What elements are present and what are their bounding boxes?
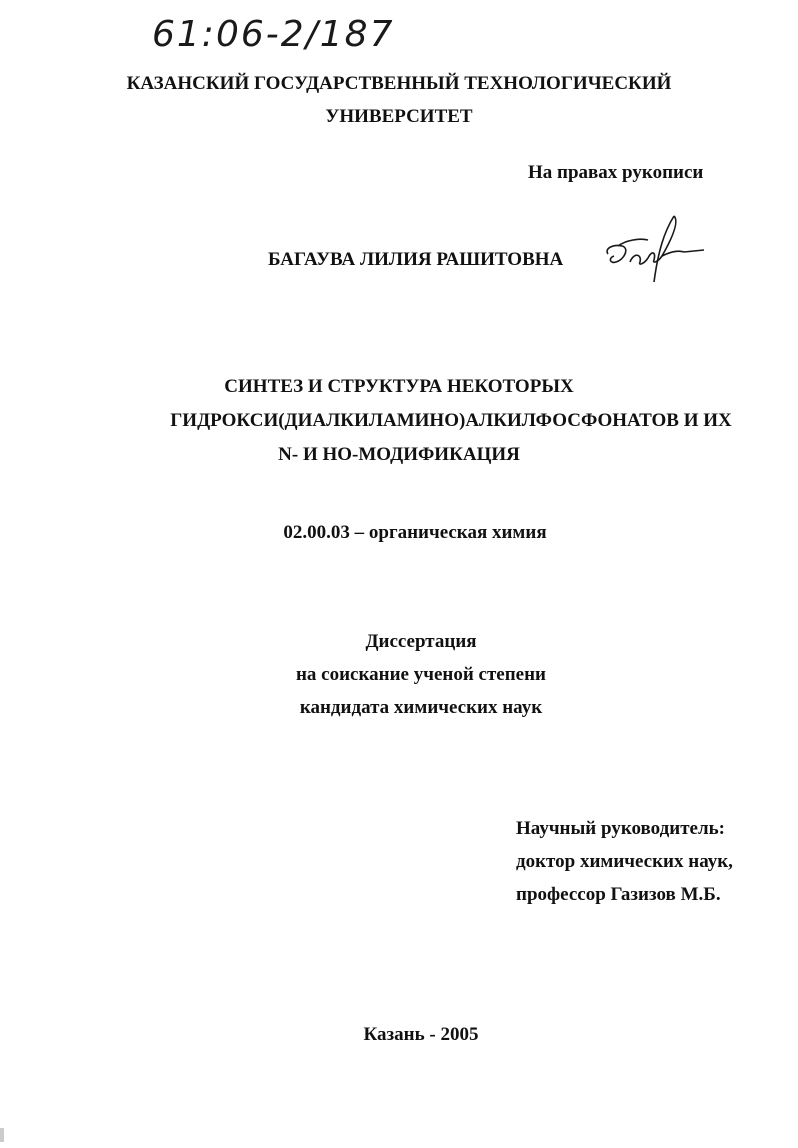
archive-code: 61:06-2/187 [152, 14, 395, 55]
supervisor-line-3: профессор Газизов М.Б. [516, 884, 721, 905]
degree-line-3: кандидата химических наук [299, 697, 543, 718]
title-line-1: СИНТЕЗ И СТРУКТУРА НЕКОТОРЫХ [224, 376, 574, 397]
university-line-1: КАЗАНСКИЙ ГОСУДАРСТВЕННЫЙ ТЕХНОЛОГИЧЕСКИЙ [126, 73, 672, 94]
degree-line-1: Диссертация [365, 631, 477, 652]
author-name: БАГАУВА ЛИЛИЯ РАШИТОВНА [268, 249, 564, 270]
title-line-3: N- И НО-МОДИФИКАЦИЯ [278, 444, 520, 465]
place-year: Казань - 2005 [363, 1024, 479, 1045]
degree-line-2: на соискание ученой степени [295, 664, 546, 685]
specialty: 02.00.03 – органическая химия [283, 522, 547, 543]
university-line-2: УНИВЕРСИТЕТ [325, 106, 473, 127]
scan-edge-mark [0, 1128, 4, 1142]
manuscript-rights: На правах рукописи [528, 162, 704, 183]
supervisor-line-1: Научный руководитель: [516, 818, 725, 839]
supervisor-line-2: доктор химических наук, [516, 851, 733, 872]
signature-icon [600, 212, 710, 292]
title-line-2: ГИДРОКСИ(ДИАЛКИЛАМИНО)АЛКИЛФОСФОНАТОВ И ИХ [170, 410, 732, 431]
